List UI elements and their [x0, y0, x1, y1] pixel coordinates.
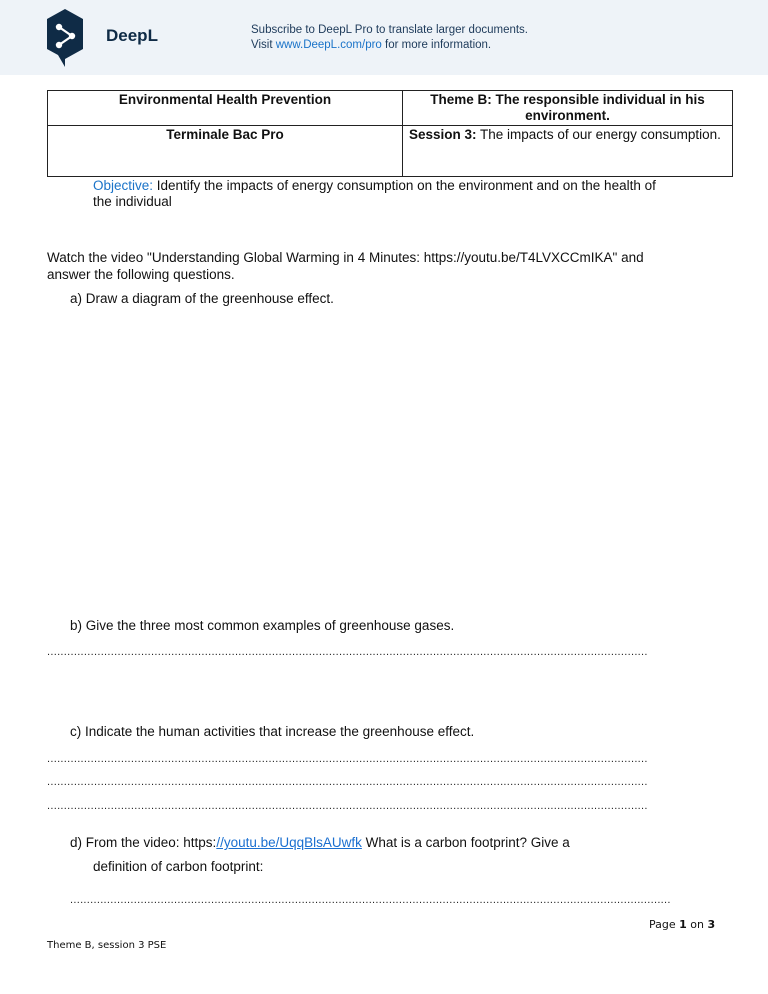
visit-text-end: for more information.: [381, 39, 492, 51]
answer-line-c1[interactable]: ...................................................................................................................................................................................: [47, 753, 648, 765]
objective: [93, 178, 656, 210]
question-d: [70, 835, 570, 850]
theme-cell: Theme B: The responsible individual in his environment.: [403, 91, 733, 126]
objective-label: Objective:: [93, 178, 154, 193]
page-label: Page: [649, 918, 680, 931]
intro-line-2: answer the following questions.: [47, 267, 235, 282]
deepl-logo-icon: [46, 9, 84, 67]
intro-line-1: Watch the video "Understanding Global Warming in 4 Minutes: https://youtu.be/T4LVXCCmIKA" and: [47, 250, 644, 265]
deepl-pro-link[interactable]: www.DeepL.com/pro: [275, 39, 382, 51]
session-label: Session 3:: [409, 127, 477, 142]
session-text: The impacts of our energy consumption.: [476, 127, 721, 142]
page-total: 3: [707, 918, 716, 931]
visit-line: [251, 38, 528, 53]
deepl-brand: DeepL: [106, 26, 158, 45]
video-link[interactable]: //youtu.be/UqqBlsAUwfk: [216, 835, 362, 850]
answer-line-c2[interactable]: ...................................................................................................................................................................................: [47, 776, 648, 788]
class-cell: Terminale Bac Pro: [48, 126, 403, 177]
question-d-text-end: What is a carbon footprint? Give a: [361, 835, 570, 850]
question-d-text: d) From the video: https:: [70, 835, 217, 850]
session-cell: [403, 126, 733, 177]
answer-line-d[interactable]: ...................................................................................................................................................................................: [70, 894, 671, 906]
question-d-line-2: definition of carbon footprint:: [93, 859, 264, 874]
question-a: a) Draw a diagram of the greenhouse effect.: [70, 291, 334, 306]
visit-text: Visit: [251, 39, 276, 51]
deepl-banner: [0, 0, 768, 75]
page-current: 1: [679, 918, 687, 931]
header-table: [47, 90, 733, 177]
subscribe-message: [251, 23, 528, 53]
subject-cell: Environmental Health Prevention: [48, 91, 403, 126]
footer-text: Theme B, session 3 PSE: [47, 940, 167, 951]
objective-text-2: the individual: [93, 194, 172, 209]
question-b: b) Give the three most common examples of greenhouse gases.: [70, 618, 455, 633]
subscribe-line: Subscribe to DeepL Pro to translate larger documents.: [251, 24, 528, 36]
objective-text: Identify the impacts of energy consumption on the environment and on the health of: [153, 178, 656, 193]
question-c: c) Indicate the human activities that increase the greenhouse effect.: [70, 724, 475, 739]
page-number: [649, 918, 715, 931]
page-on: on: [686, 918, 708, 931]
answer-line-b[interactable]: ...................................................................................................................................................................................: [47, 646, 648, 658]
answer-line-c3[interactable]: ...................................................................................................................................................................................: [47, 800, 648, 812]
intro: [47, 249, 644, 283]
